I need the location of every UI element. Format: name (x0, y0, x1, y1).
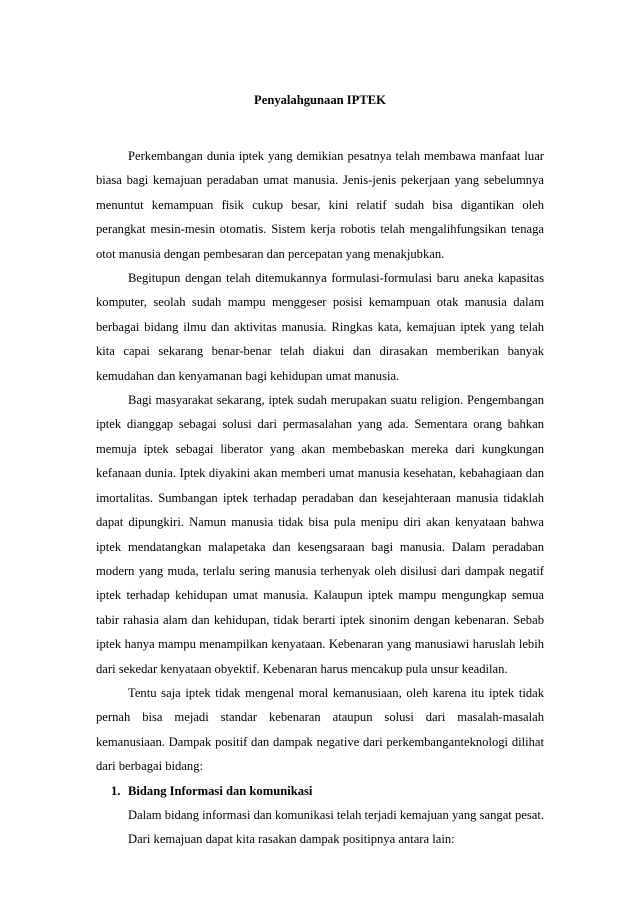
paragraph-4: Tentu saja iptek tidak mengenal moral kemanusiaan, oleh karena itu iptek tidak pernah bisa mejadi standar kebenaran ataupun solusi dari masalah-masalah kemanusiaan. Dampak positif dan dampak negative dari perkembanganteknologi dilihat dari berbagai bidang: (96, 685, 544, 774)
list-item-number: 1. (111, 783, 121, 798)
list-item-heading: Bidang Informasi dan komunikasi (128, 783, 313, 798)
paragraph-3: Bagi masyarakat sekarang, iptek sudah merupakan suatu religion. Pengembangan iptek dianggap sebagai solusi dari permasalahan yang ada. Sementara orang bahkan memuja iptek sebagai liberator yang akan membebaskan mereka dari kungkungan kefanaan dunia. Iptek diyakini akan memberi umat manusia kesehatan, kebahagiaan dan imortalitas. Sumbangan iptek terhadap peradaban dan kesejahteraan manusia tidaklah dapat dipungkiri. Namun manusia tidak bisa pula menipu diri akan kenyataan bahwa iptek mendatangkan malapetaka dan kesengsaraan bagi manusia. Dalam peradaban modern yang muda, terlalu sering manusia terhenyak oleh disilusi dari dampak negatif iptek terhadap kehidupan umat manusia. Kalaupun iptek mampu mengungkap semua tabir rahasia alam dan kehidupan, tidak berarti iptek sinonim dengan kebenaran. Sebab iptek hanya mampu menampilkan kenyataan. Kebenaran yang manusiawi haruslah lebih dari sekedar kenyataan obyektif. Kebenaran harus mencakup pula unsur keadilan. (96, 393, 544, 676)
document-title: Penyalahgunaan IPTEK (254, 93, 386, 107)
paragraph-1: Perkembangan dunia iptek yang demikian pesatnya telah membawa manfaat luar biasa bagi kemajuan peradaban umat manusia. Jenis-jenis pekerjaan yang sebelumnya menuntut kemampuan fisik cukup besar, kini relatif sudah bisa digantikan oleh perangkat mesin-mesin otomatis. Sistem kerja robotis telah mengalihfungsikan tenaga otot manusia dengan pembesaran dan percepatan yang menakjubkan. (96, 149, 544, 261)
document-body (96, 144, 544, 852)
document-page (96, 0, 544, 903)
topic-list (96, 779, 544, 852)
list-item (111, 779, 544, 852)
list-item-body: Dalam bidang informasi dan komunikasi telah terjadi kemajuan yang sangat pesat. Dari kemajuan dapat kita rasakan dampak positipnya antara lain: (128, 807, 544, 847)
paragraph-2: Begitupun dengan telah ditemukannya formulasi-formulasi baru aneka kapasitas komputer, seolah sudah mampu menggeser posisi kemampuan otak manusia dalam berbagai bidang ilmu dan aktivitas manusia. Ringkas kata, kemajuan iptek yang telah kita capai sekarang benar-benar telah diakui dan dirasakan memberikan banyak kemudahan dan kenyamanan bagi kehidupan umat manusia. (96, 271, 544, 383)
